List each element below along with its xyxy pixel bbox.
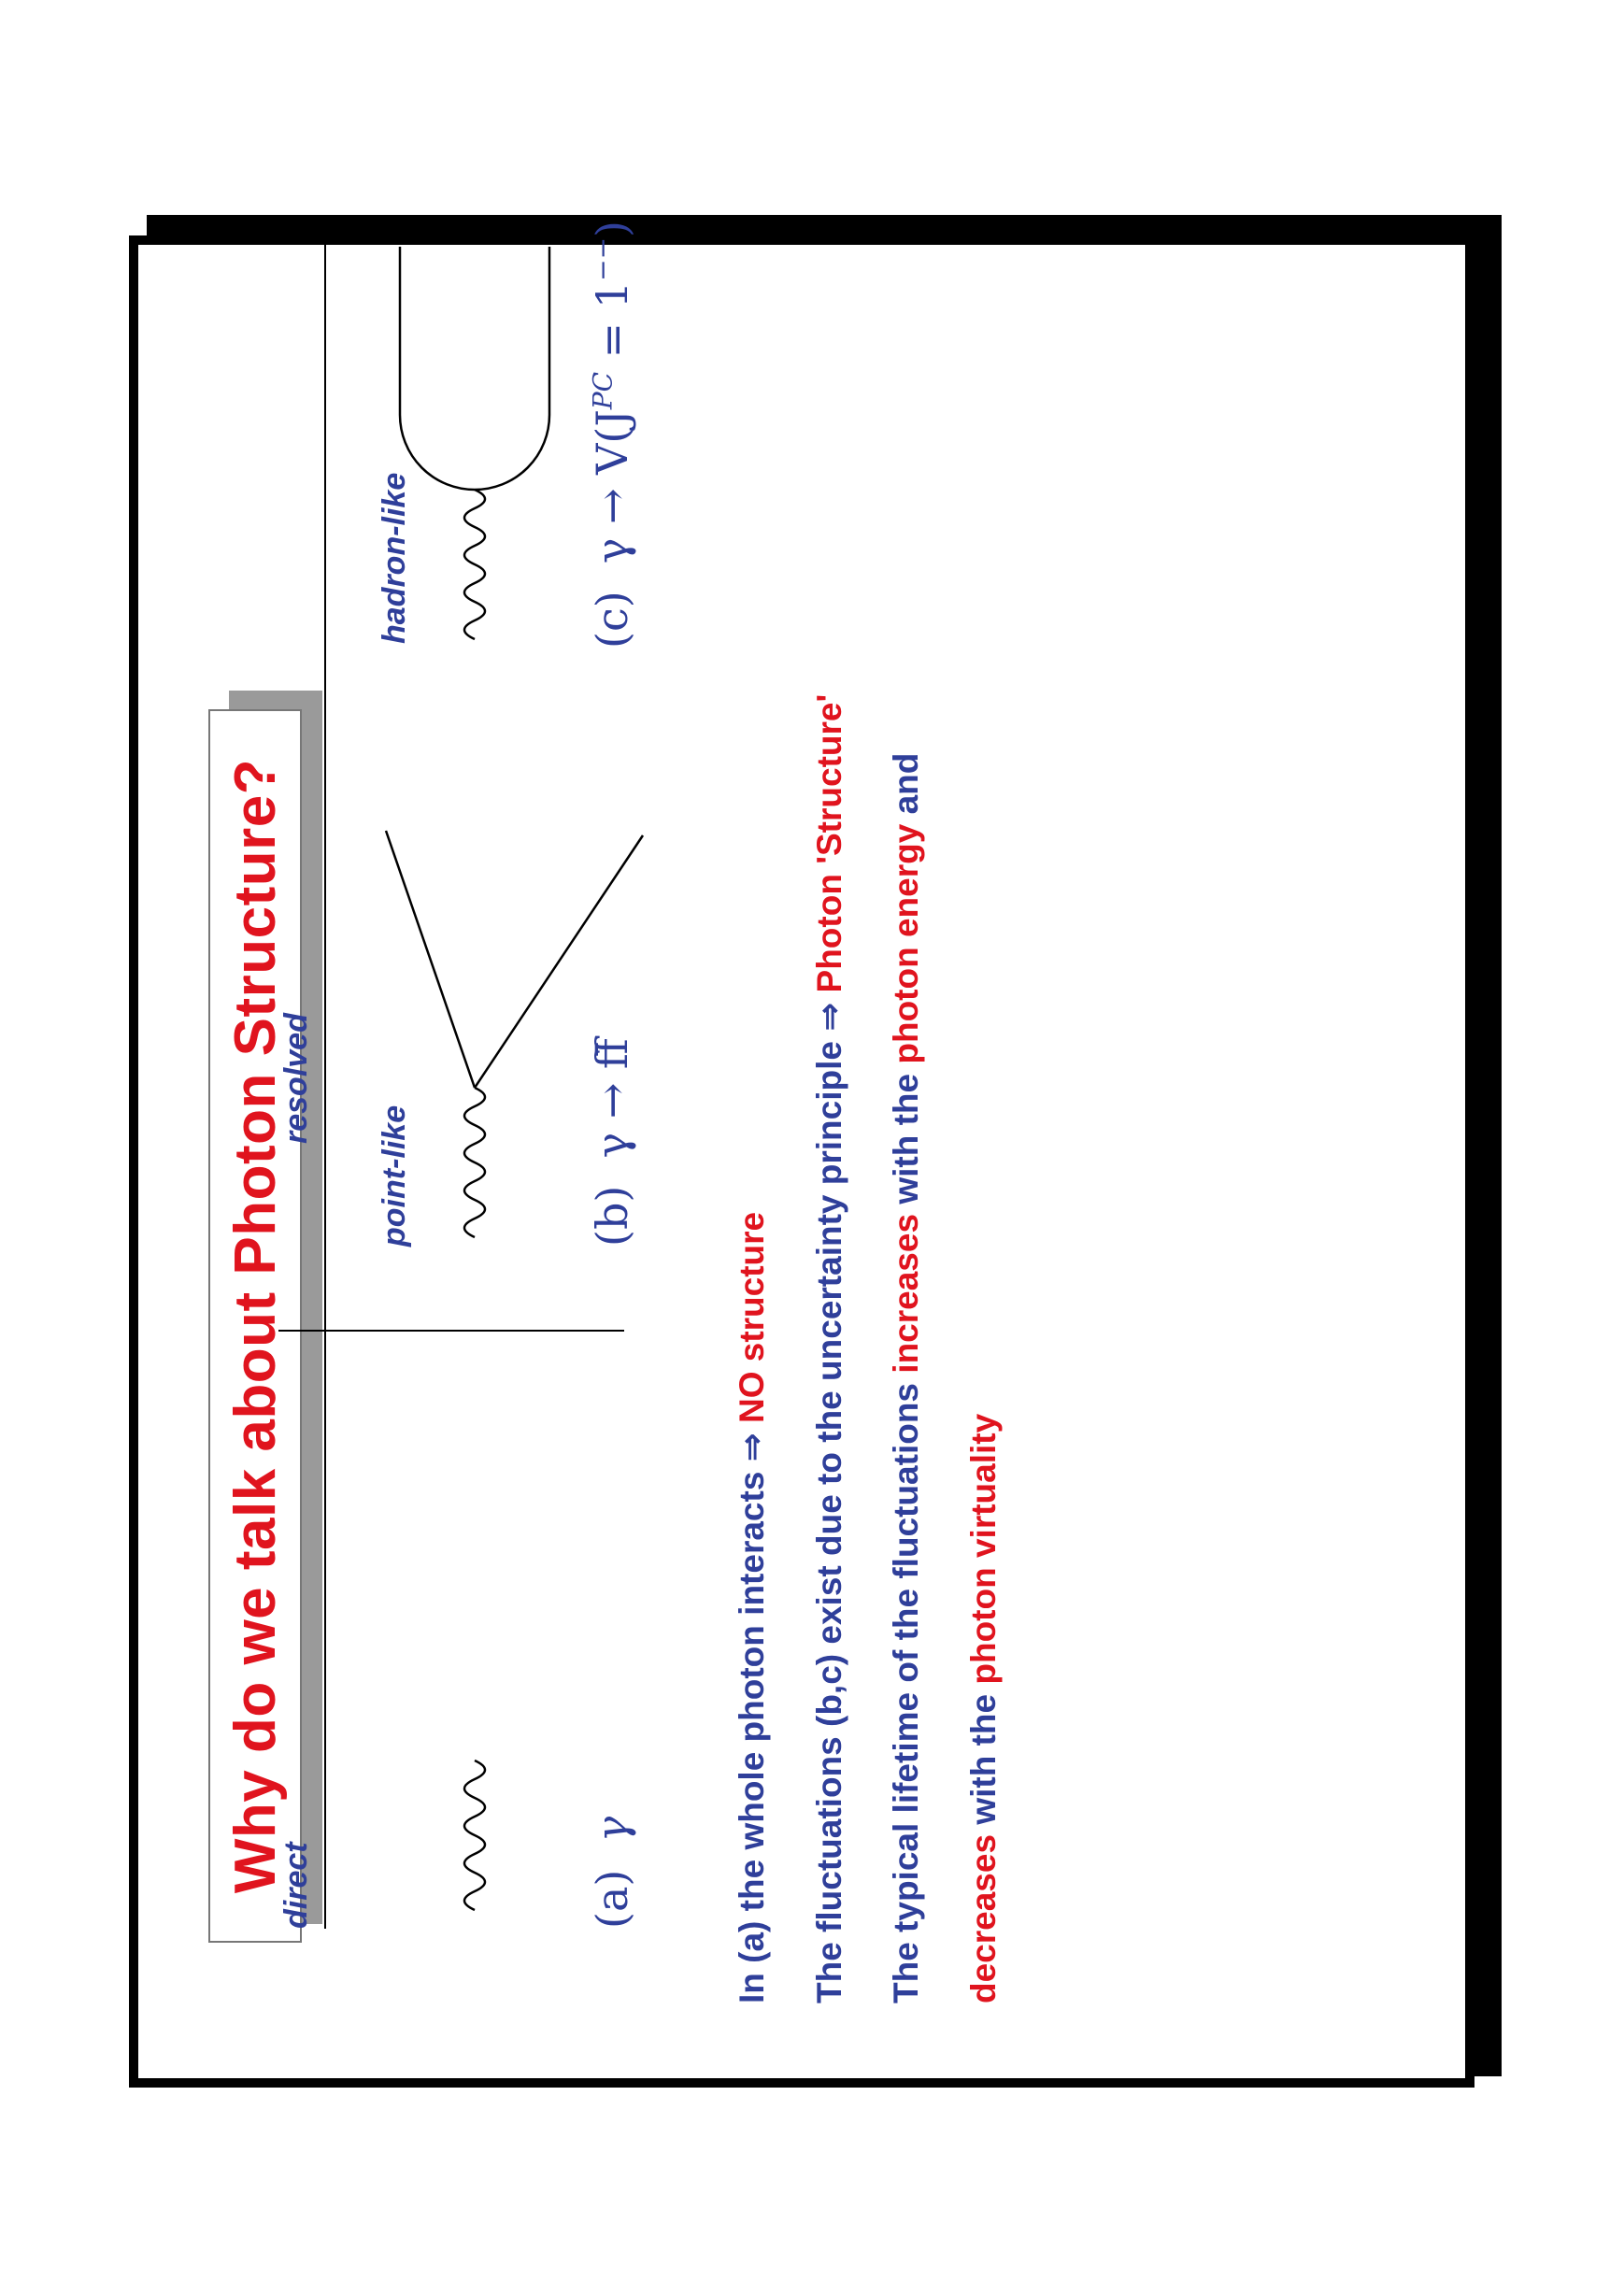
text-line-4: decreases with the photon virtuality [964, 1413, 1003, 2003]
header-point-like: point-like [377, 1105, 412, 1247]
header-direct: direct [278, 1842, 314, 1929]
fermion-line-upper [386, 831, 475, 1088]
vector-meson-lines [400, 247, 549, 490]
caption-c: (c) $\gamma \to V(J^{PC} = 1^{--})$ [587, 221, 637, 649]
text-line-2: The fluctuations (b,c) exist due to the uncertainty principle ⇒ Photon 'Structure' [810, 693, 848, 2003]
caption-b: (b) γ → ff̄ [587, 1038, 637, 1247]
page-title: Why do we talk about Photon Structure? [222, 758, 288, 1894]
photon-wiggle-c [464, 490, 485, 639]
text-line-3: The typical lifetime of the fluctuations increases with the photon energy and [887, 752, 925, 2003]
header-resolved: resolved [278, 1013, 314, 1144]
photon-wiggle-b [464, 1088, 485, 1237]
text-line-1: In (a) the whole photon interacts ⇒ NO structure [733, 1211, 771, 2003]
slide-content [138, 221, 1465, 2078]
feynman-diagrams [138, 245, 1465, 2078]
photon-wiggle-a [464, 1760, 485, 1910]
caption-a: (a) γ [587, 1816, 637, 1929]
header-hadron-like: hadron-like [377, 472, 412, 644]
